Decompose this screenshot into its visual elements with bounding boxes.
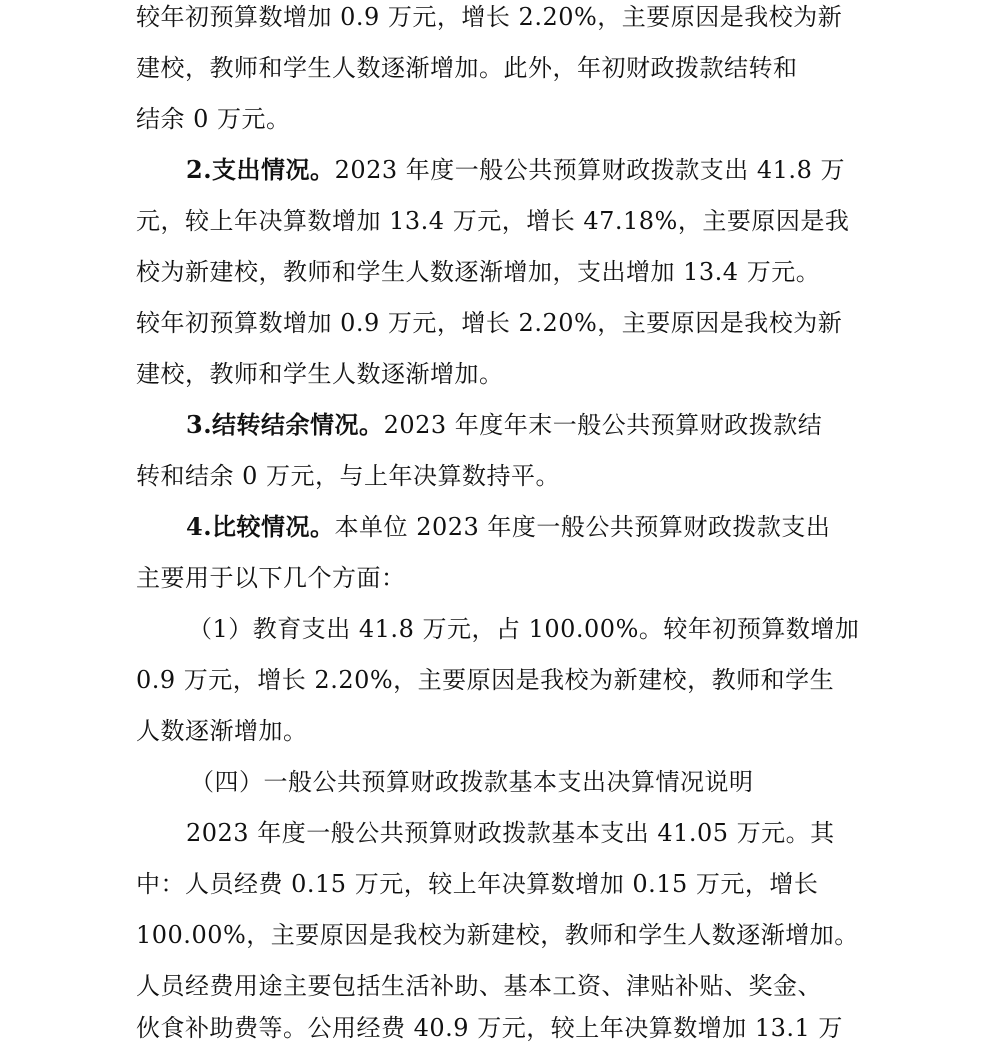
section-heading-carryover: 3.结转结余情况。 [186, 410, 384, 439]
text-line: 100.00%，主要原因是我校为新建校，教师和学生人数逐渐增加。 [136, 921, 859, 949]
text-line: 人员经费用途主要包括生活补助、基本工资、津贴补贴、奖金、 [136, 972, 822, 1000]
paragraph-expenditure [186, 155, 845, 185]
paragraph-carryover [186, 410, 822, 440]
text-line: 0.9 万元，增长 2.20%，主要原因是我校为新建校，教师和学生 [136, 666, 835, 694]
text-line: 人数逐渐增加。 [136, 717, 308, 745]
text-line: 2023 年度一般公共预算财政拨款基本支出 41.05 万元。其 [186, 819, 835, 847]
text-segment: 2023 年度一般公共预算财政拨款支出 41.8 万 [334, 156, 845, 184]
text-segment: 本单位 2023 年度一般公共预算财政拨款支出 [334, 513, 831, 541]
text-line: 建校，教师和学生人数逐渐增加。 [136, 360, 504, 388]
text-line: 较年初预算数增加 0.9 万元，增长 2.20%，主要原因是我校为新 [136, 309, 843, 337]
section-heading-comparison: 4.比较情况。 [186, 512, 335, 541]
text-line: 建校，教师和学生人数逐渐增加。此外，年初财政拨款结转和 [136, 54, 798, 82]
list-item-education: （1）教育支出 41.8 万元，占 100.00%。较年初预算数增加 [188, 615, 860, 643]
text-line: 较年初预算数增加 0.9 万元，增长 2.20%，主要原因是我校为新 [136, 3, 843, 31]
section-heading-basic-expenditure: （四）一般公共预算财政拨款基本支出决算情况说明 [190, 768, 754, 796]
text-line: 中：人员经费 0.15 万元，较上年决算数增加 0.15 万元，增长 [136, 870, 819, 898]
text-line: 结余 0 万元。 [136, 105, 291, 133]
text-line: 转和结余 0 万元，与上年决算数持平。 [136, 462, 561, 490]
paragraph-comparison [186, 512, 830, 542]
text-line: 校为新建校，教师和学生人数逐渐增加，支出增加 13.4 万元。 [136, 258, 821, 286]
text-segment: 2023 年度年末一般公共预算财政拨款结 [383, 411, 823, 439]
section-heading-expenditure: 2.支出情况。 [186, 155, 335, 184]
text-line: 元，较上年决算数增加 13.4 万元，增长 47.18%，主要原因是我 [136, 207, 850, 235]
text-line: 主要用于以下几个方面： [136, 564, 406, 592]
text-line: 伙食补助费等。公用经费 40.9 万元，较上年决算数增加 13.1 万 [136, 1014, 843, 1042]
